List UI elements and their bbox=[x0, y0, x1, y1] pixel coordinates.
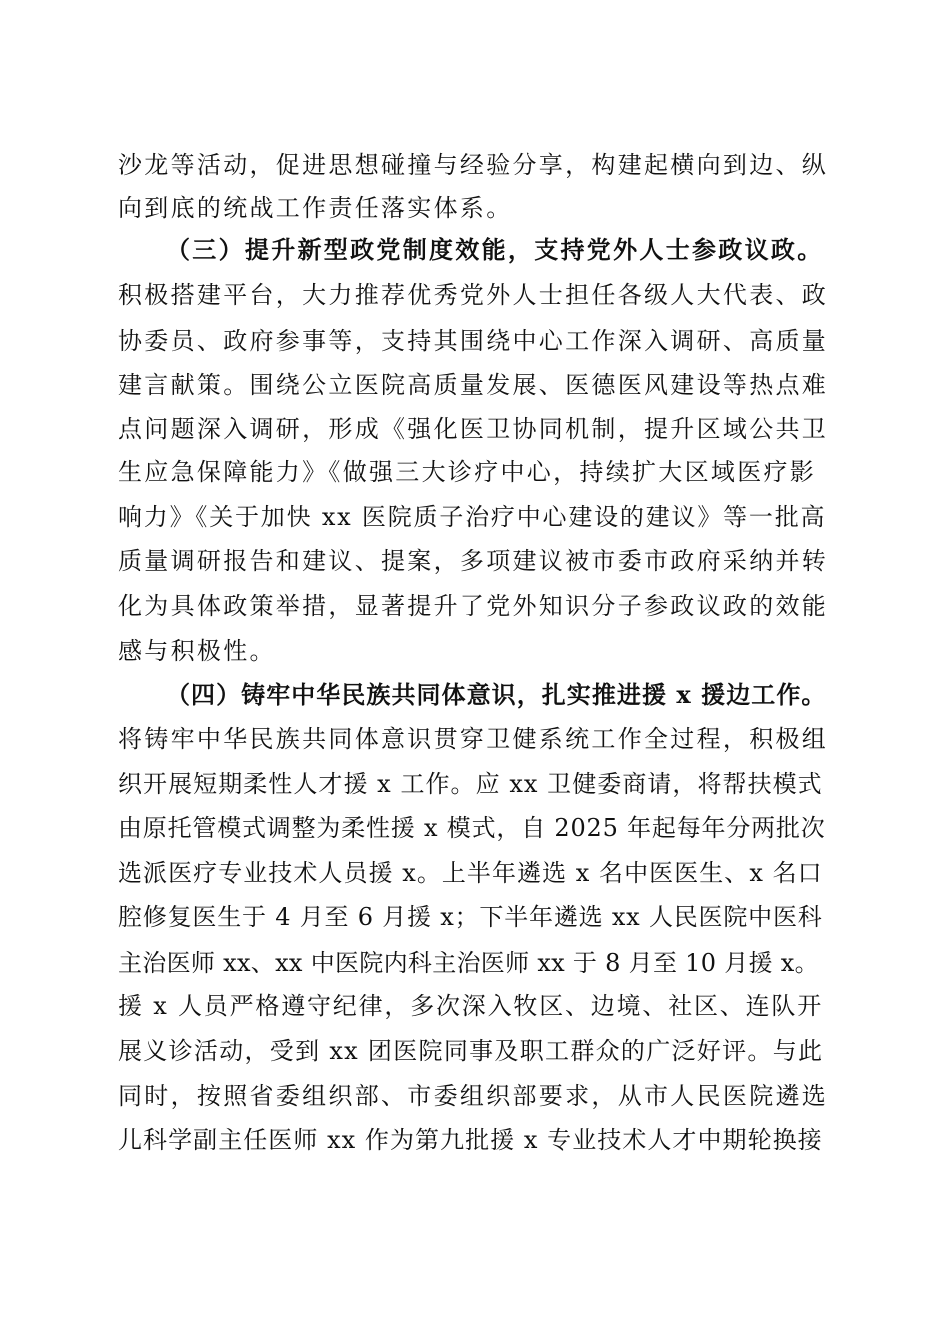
body-text-line: 化为具体政策举措，显著提升了党外知识分子参政议政的效能 bbox=[118, 592, 829, 620]
body-text-line: 沙龙等活动，促进思想碰撞与经验分享，构建起横向到边、纵 bbox=[118, 151, 829, 179]
body-text-line: 点问题深入调研，形成《强化医卫协同机制，提升区域公共卫 bbox=[118, 415, 829, 443]
body-text-line: 生应急保障能力》《做强三大诊疗中心，持续扩大区域医疗影 bbox=[118, 458, 817, 486]
body-text-line: 援 x 人员严格遵守纪律，多次深入牧区、边境、社区、连队开 bbox=[118, 992, 823, 1020]
body-text-line: 积极搭建平台，大力推荐优秀党外人士担任各级人大代表、政 bbox=[118, 281, 829, 309]
body-text-line: 建言献策。围绕公立医院高质量发展、医德医风建设等热点难 bbox=[118, 371, 829, 399]
body-text-line: 选派医疗专业技术人员援 x。上半年遴选 x 名中医医生、x 名口 bbox=[118, 859, 823, 887]
body-text-line: 感与积极性。 bbox=[118, 637, 276, 665]
body-text-line: 织开展短期柔性人才援 x 工作。应 xx 卫健委商请，将帮扶模式 bbox=[118, 770, 823, 798]
section-heading-4: （四）铸牢中华民族共同体意识，扎实推进援 x 援边工作。 bbox=[166, 680, 827, 709]
body-text-line: 同时，按照省委组织部、市委组织部要求，从市人民医院遴选 bbox=[118, 1082, 829, 1110]
body-text-line: 腔修复医生于 4 月至 6 月援 x；下半年遴选 xx 人民医院中医科 bbox=[118, 903, 823, 931]
body-text-line: 主治医师 xx、xx 中医院内科主治医师 xx 于 8 月至 10 月援 x。 bbox=[118, 949, 819, 977]
body-text-line: 响力》《关于加快 xx 医院质子治疗中心建设的建议》等一批高 bbox=[118, 503, 827, 531]
body-text-line: 将铸牢中华民族共同体意识贯穿卫健系统工作全过程，积极组 bbox=[118, 725, 829, 753]
body-text-line: 由原托管模式调整为柔性援 x 模式，自 2025 年起每年分两批次 bbox=[118, 814, 826, 842]
body-text-line: 展义诊活动，受到 xx 团医院同事及职工群众的广泛好评。与此 bbox=[118, 1037, 824, 1065]
body-text-line: 向到底的统战工作责任落实体系。 bbox=[118, 194, 513, 222]
section-heading-3: （三）提升新型政党制度效能，支持党外人士参政议政。 bbox=[166, 235, 824, 264]
body-text-line: 儿科学副主任医师 xx 作为第九批援 x 专业技术人才中期轮换接 bbox=[118, 1126, 823, 1154]
body-text-line: 质量调研报告和建议、提案，多项建议被市委市政府采纳并转 bbox=[118, 547, 829, 575]
body-text-line: 协委员、政府参事等，支持其围绕中心工作深入调研、高质量 bbox=[118, 327, 829, 355]
